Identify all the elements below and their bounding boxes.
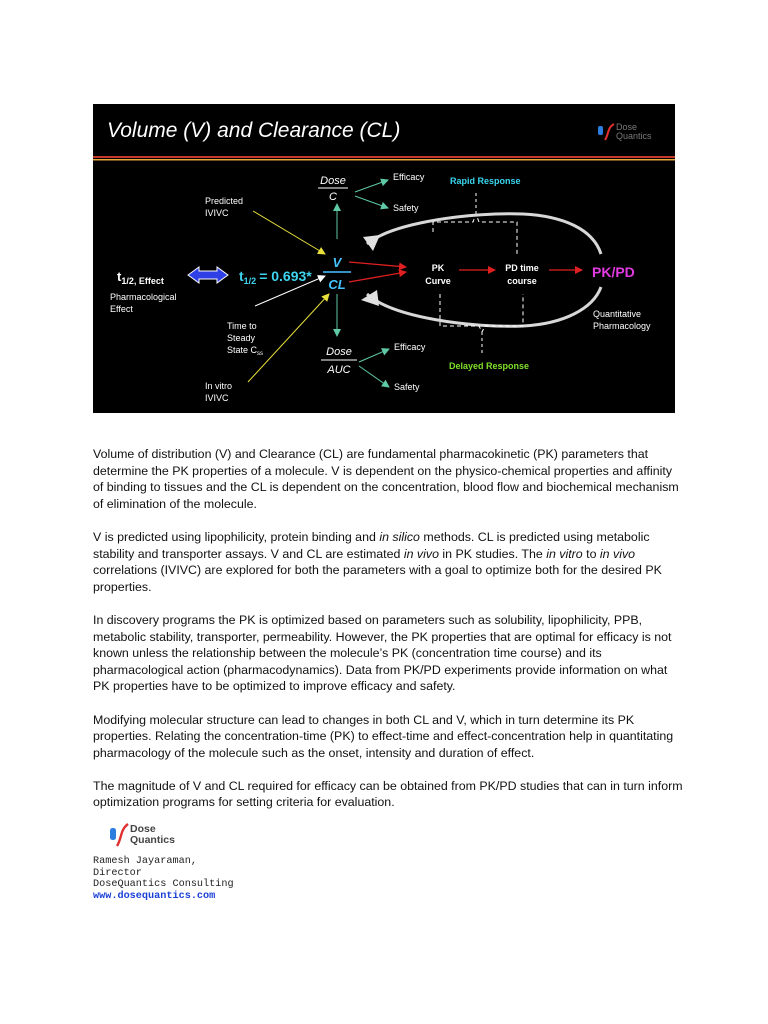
v-over-cl bbox=[323, 255, 351, 292]
svg-text:V: V bbox=[332, 255, 342, 270]
efficacy-top: Efficacy bbox=[393, 172, 425, 182]
safety-top: Safety bbox=[393, 203, 419, 213]
svg-text:AUC: AUC bbox=[327, 364, 351, 376]
svg-text:Quantics: Quantics bbox=[130, 834, 175, 846]
signature-role: Director bbox=[93, 867, 142, 879]
in-vitro-ivivc-2: IVIVC bbox=[205, 393, 229, 403]
predicted-ivivc-1: Predicted bbox=[205, 196, 244, 206]
t-half-equation: $t_{1/2} = 0.693*$ bbox=[239, 268, 312, 286]
dose-over-c bbox=[318, 175, 348, 203]
svg-text:Quantics: Quantics bbox=[616, 131, 652, 141]
quant-pharm-2: Pharmacology bbox=[593, 321, 651, 331]
rapid-response: Rapid Response bbox=[450, 176, 521, 186]
svg-text:Dose: Dose bbox=[130, 823, 156, 835]
diagram-slide bbox=[93, 104, 675, 413]
logo-pill-icon bbox=[110, 828, 116, 840]
delayed-response: Delayed Response bbox=[449, 361, 530, 371]
pharmacological-effect-1: Pharmacological bbox=[110, 292, 177, 302]
paragraph: Volume of distribution (V) and Clearance (CL) are fundamental pharmacokinetic (PK) parameters that determine the PK properties of a molecule. V is dependent on the physico-chemical properties and affinity of binding to tissues and the CL is dependent on the concentration, blood flow and biochemical mechanism of elimination of the molecule. bbox=[93, 447, 679, 511]
slide-logo bbox=[598, 122, 652, 141]
quant-pharm-1: Quantitative bbox=[593, 309, 642, 319]
time-to-steady-2: Steady bbox=[227, 333, 256, 343]
svg-text:Dose: Dose bbox=[326, 346, 352, 358]
efficacy-bottom: Efficacy bbox=[394, 342, 426, 352]
paragraph: The magnitude of V and CL required for efficacy can be obtained from PK/PD studies that can in turn inform optimization programs for setting criteria for evaluation. bbox=[93, 778, 683, 810]
t-half-effect: $t_{1/2, Effect}$ bbox=[117, 269, 164, 286]
time-to-steady-3: State $C_{ss}$ bbox=[227, 345, 264, 357]
title-divider bbox=[93, 156, 675, 158]
footer-logo bbox=[108, 820, 198, 850]
time-to-steady-1: Time to bbox=[227, 321, 257, 331]
website-link[interactable]: www.dosequantics.com bbox=[93, 890, 216, 902]
safety-bottom: Safety bbox=[394, 382, 420, 392]
predicted-ivivc-2: IVIVC bbox=[205, 208, 229, 218]
svg-text:Dose: Dose bbox=[320, 175, 346, 187]
paragraph: V is predicted using lipophilicity, protein binding and in silico methods. CL is predicted using metabolic stability and transporter assays. V and CL are estimated in vivo in PK studies. The in vitro to in vivo correlations (IVIVC) are explored for both the parameters with a goal to optimize both for the desired PK properties. bbox=[93, 529, 662, 594]
signature-company: DoseQuantics Consulting bbox=[93, 879, 234, 890]
paragraph: In discovery programs the PK is optimized based on parameters such as solubility, lipophilicity, PPB, metabolic stability, transporter, permeability. However, the PK properties that are optimal for efficacy is not known unless the relationship between the molecule’s PK (concentration time course) and its pharmacological action (pharmacodynamics). Data from PK/PD experiments provide information on what PK properties have to be optimized to improve efficacy and safety. bbox=[93, 612, 672, 694]
in-vitro-ivivc-1: In vitro bbox=[205, 381, 233, 391]
double-arrow-icon bbox=[188, 267, 228, 283]
svg-text:Dose: Dose bbox=[616, 122, 638, 132]
pd-time-course-1: PD time bbox=[505, 263, 539, 273]
pk-curve-1: PK bbox=[431, 263, 445, 273]
body-text bbox=[93, 446, 683, 828]
svg-text:CL: CL bbox=[328, 277, 346, 292]
svg-text:C: C bbox=[329, 191, 337, 203]
signature bbox=[93, 856, 234, 902]
title-divider-2 bbox=[93, 159, 675, 161]
slide-title: Volume (V) and Clearance (CL) bbox=[107, 119, 401, 142]
paragraph: Modifying molecular structure can lead to changes in both CL and V, which in turn determine its PK properties. Relating the concentration-time (PK) to effect-time and effect-concentration help in quantitating pharmacology of the molecule such as the onset, intensity and duration of effect. bbox=[93, 712, 674, 760]
pd-time-course-2: course bbox=[507, 276, 537, 286]
signature-name: Ramesh Jayaraman, bbox=[93, 856, 197, 867]
pk-curve-2: Curve bbox=[425, 276, 451, 286]
pharmacological-effect-2: Effect bbox=[110, 304, 133, 314]
logo-curve-icon bbox=[117, 824, 128, 846]
dose-over-auc bbox=[321, 346, 357, 376]
pkpd-label: PK/PD bbox=[592, 264, 635, 280]
